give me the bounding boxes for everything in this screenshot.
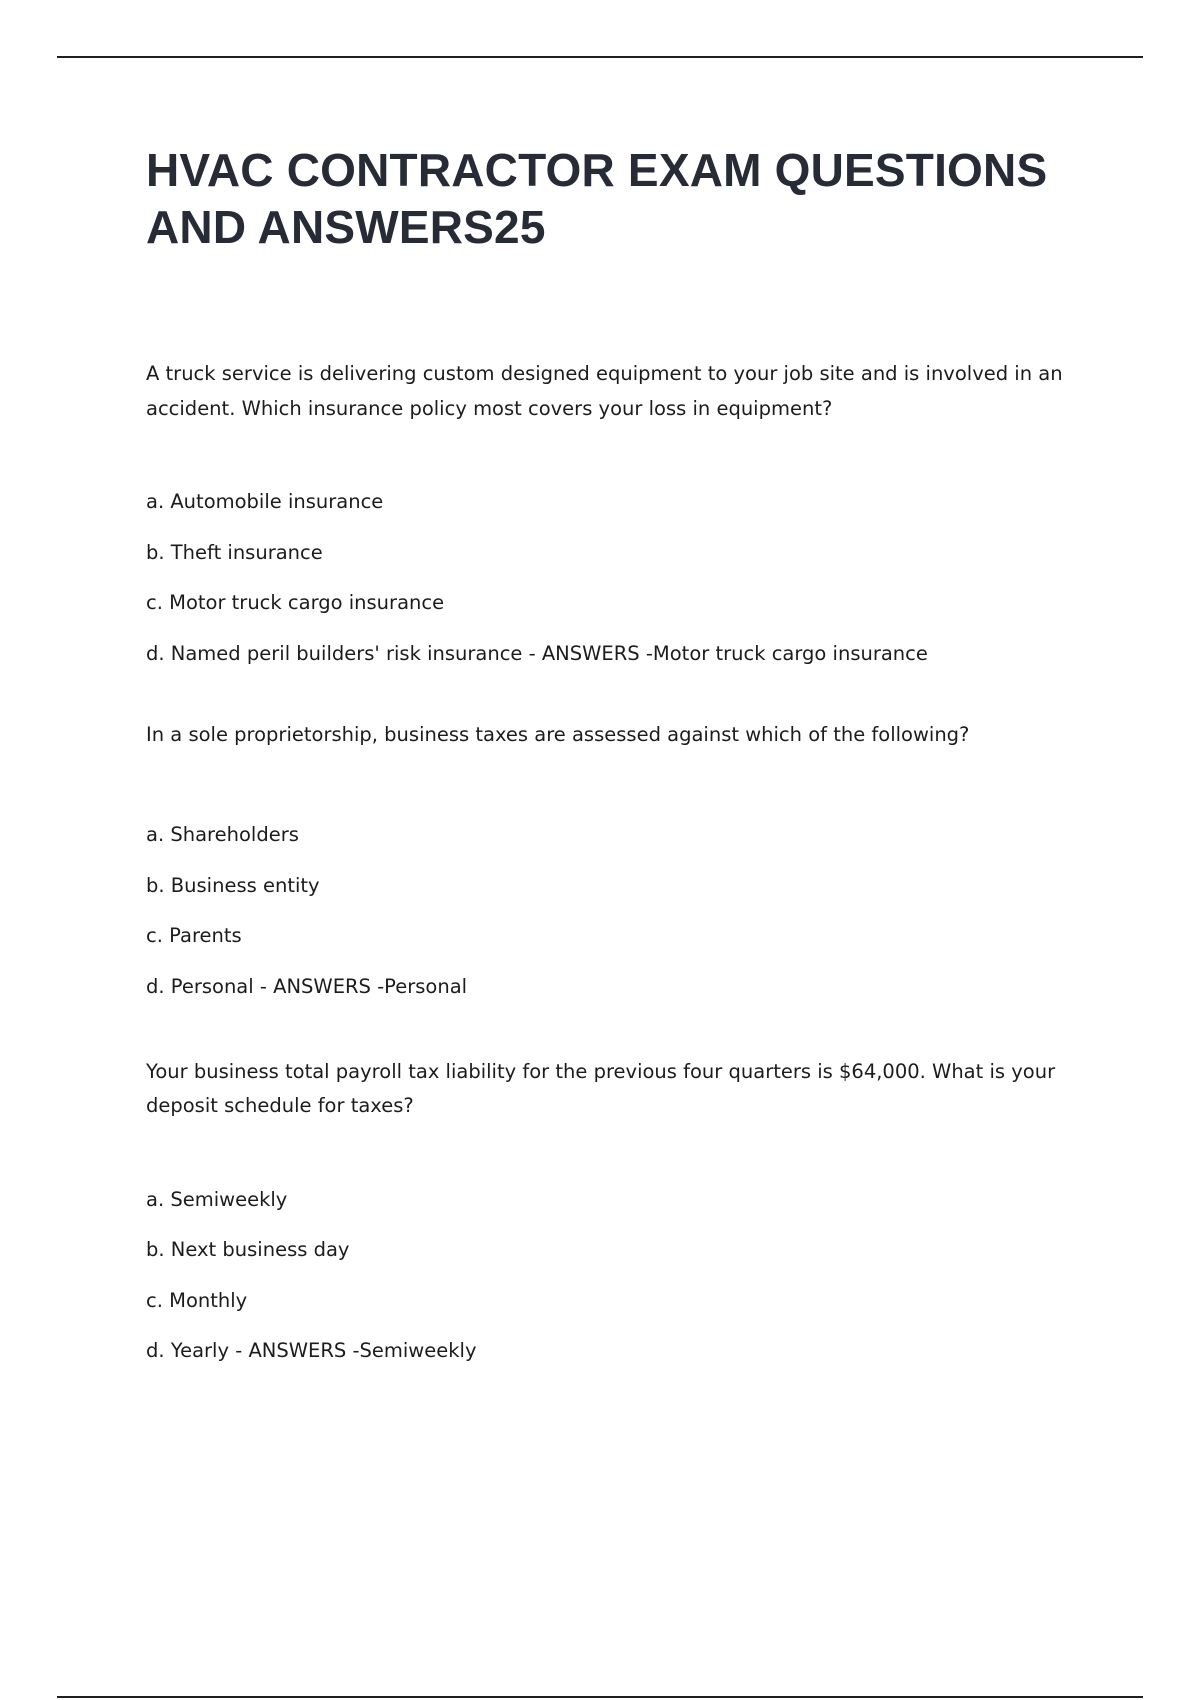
footer-rule: [57, 1696, 1143, 1698]
answer-options: [146, 818, 1086, 1004]
document-title: HVAC CONTRACTOR EXAM QUESTIONS AND ANSWERS25: [146, 144, 1048, 253]
question-text: A truck service is delivering custom designed equipment to your job site and is involved in an accident. Which insurance policy most covers your loss in equipment?: [146, 362, 1063, 420]
answer-option: b. Next business day: [146, 1238, 350, 1261]
header-rule: [57, 56, 1143, 58]
answer-option: a. Shareholders: [146, 823, 299, 846]
question-block: [146, 718, 1086, 1004]
answer-option: a. Automobile insurance: [146, 490, 384, 513]
question-text: Your business total payroll tax liability for the previous four quarters is $64,000. What is your deposit schedule for taxes?: [146, 1059, 1056, 1117]
question-text: In a sole proprietorship, business taxes are assessed against which of the following?: [146, 722, 970, 746]
answer-options: [146, 485, 1086, 671]
answer-option: d. Personal - ANSWERS -Personal: [146, 974, 468, 998]
answer-option: b. Theft insurance: [146, 540, 323, 564]
question-block: [146, 1055, 1086, 1369]
answer-option: c. Monthly: [146, 1288, 248, 1312]
document-body: [146, 357, 1086, 1368]
answer-option: c. Parents: [146, 924, 242, 947]
answer-option: d. Named peril builders' risk insurance - ANSWERS -Motor truck cargo insurance: [146, 641, 928, 665]
answer-option: c. Motor truck cargo insurance: [146, 591, 445, 614]
question-block: [146, 357, 1086, 671]
answer-option: b. Business entity: [146, 873, 320, 897]
answer-option: a. Semiweekly: [146, 1187, 288, 1211]
answer-options: [146, 1183, 1086, 1369]
answer-option: d. Yearly - ANSWERS -Semiweekly: [146, 1339, 477, 1362]
